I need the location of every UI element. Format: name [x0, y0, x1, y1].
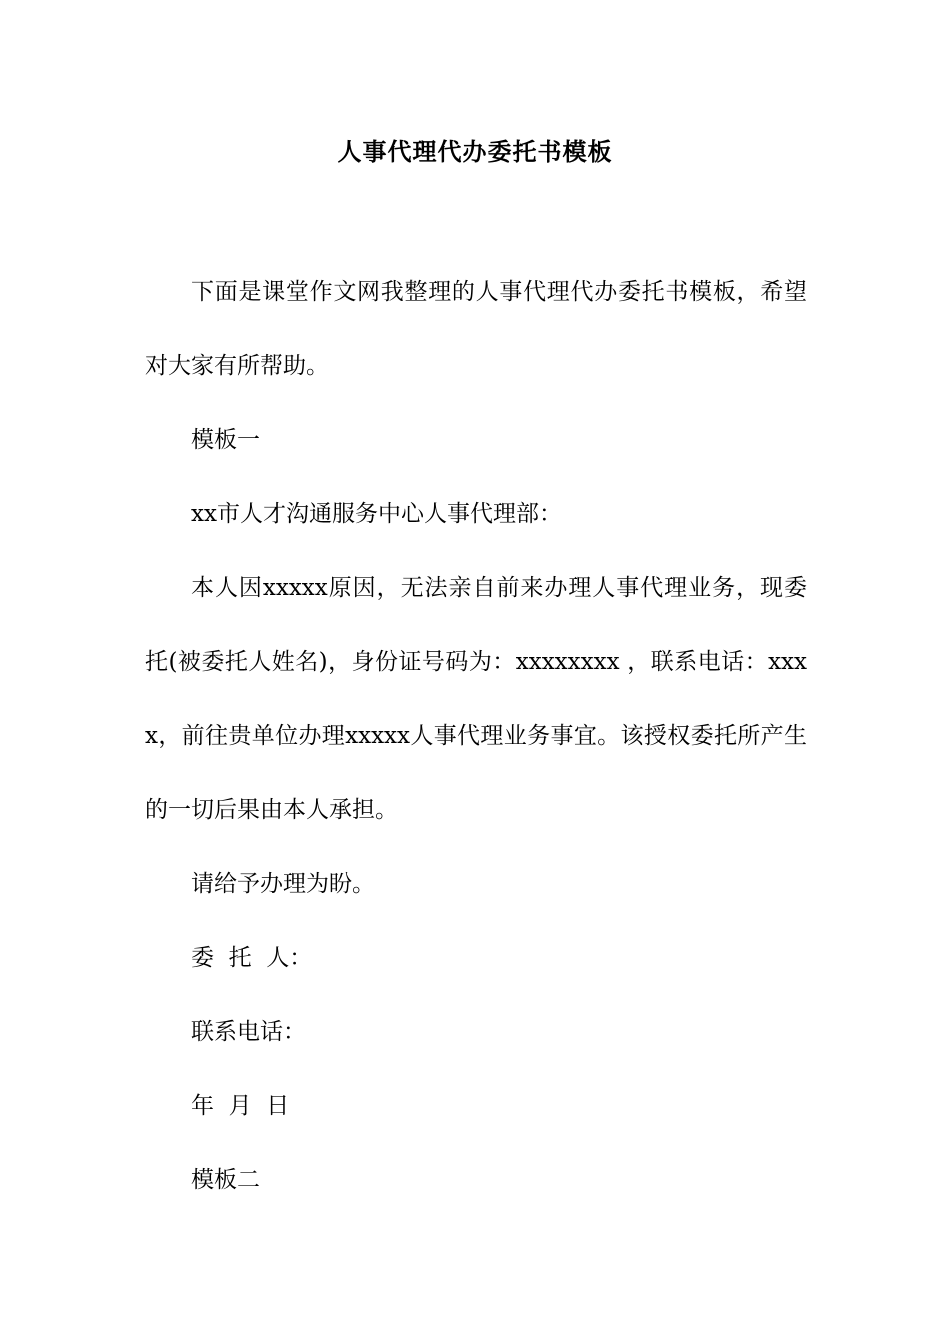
contact-phone-line: 联系电话： [191, 1019, 306, 1045]
authorization-paragraph: 本人因xxxxx原因，无法亲自前来办理人事代理业务，现委托(被委托人姓名)，身份证号码为：xxxxxxxx ，联系电话：xxxx，前往贵单位办理xxxxx人事代理业务事宜。该授权委托所产生的一切后果由本人承担。 [145, 575, 807, 823]
template-one-heading: 模板一 [191, 427, 260, 453]
request-line: 请给予办理为盼。 [191, 871, 375, 897]
document-title: 人事代理代办委托书模板 [337, 137, 613, 166]
date-line: 年 月 日 [191, 1093, 290, 1119]
document-body [145, 255, 807, 1217]
intro-paragraph: 下面是课堂作文网我整理的人事代理代办委托书模板，希望对大家有所帮助。 [145, 279, 807, 379]
addressee-line: xx市人才沟通服务中心人事代理部： [191, 501, 562, 527]
template-two-heading: 模板二 [191, 1167, 260, 1193]
principal-line: 委 托 人： [191, 945, 313, 971]
